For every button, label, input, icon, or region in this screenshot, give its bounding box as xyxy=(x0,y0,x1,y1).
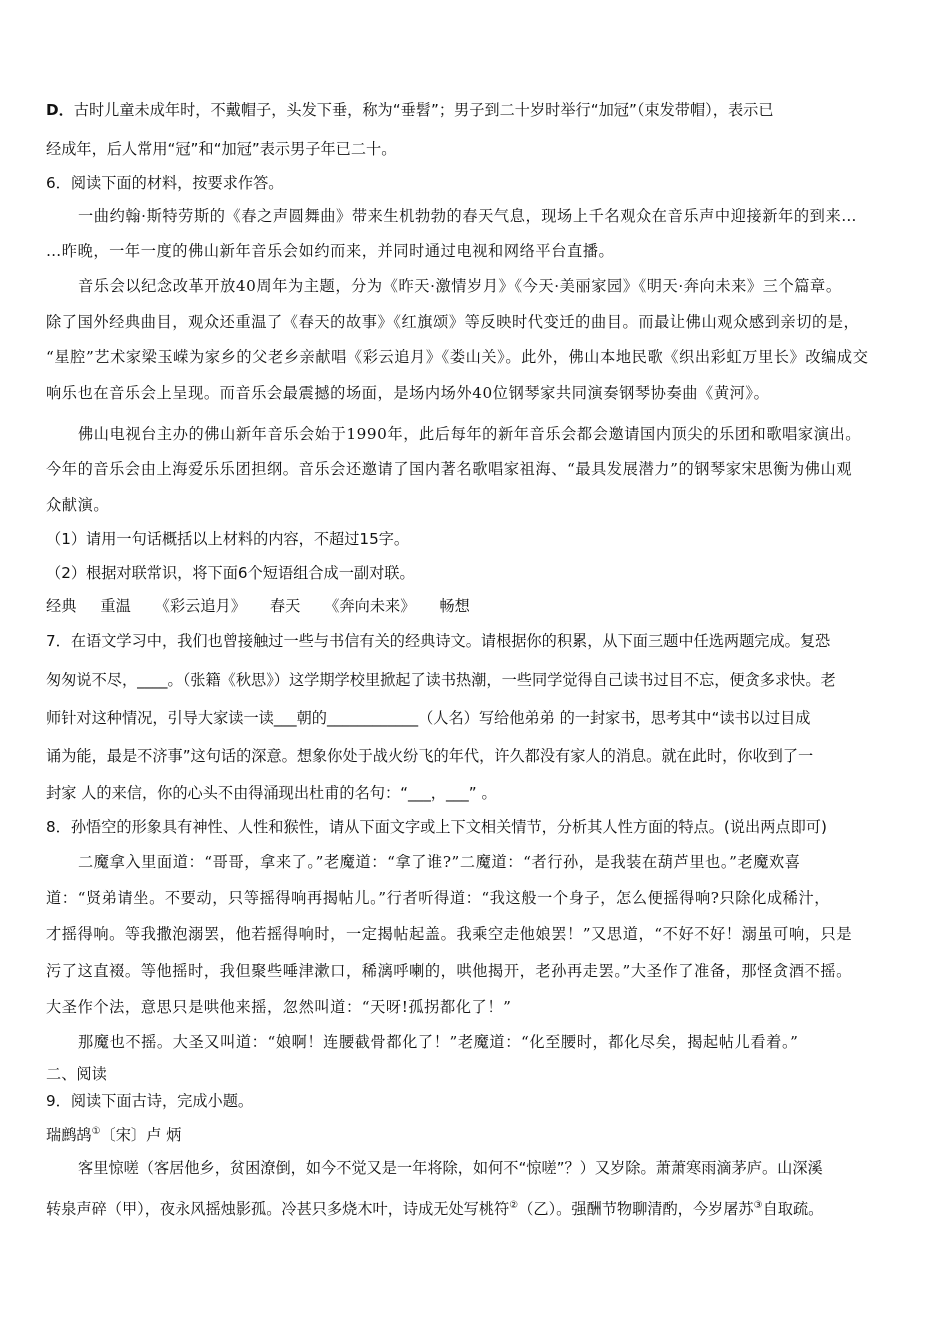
q6-sub-question-1: （1）请用一句话概括以上材料的内容，不超过15字。 xyxy=(46,530,410,548)
footnote-mark: ③ xyxy=(753,1200,763,1211)
option-d-line-1 xyxy=(46,99,908,121)
footnote-mark: ② xyxy=(509,1200,519,1211)
q8-question: 8．孙悟空的形象具有神性、人性和猴性，请从下面文字或上下文相关情节，分析其人性方面的特点。(说出两点即可) xyxy=(46,818,827,836)
phrase-item: 经典 xyxy=(46,597,77,615)
q8-passage-line-4: 污了这直裰。等他摇时，我但聚些唾津漱口，稀漓呼喇的，哄他揭开，老孙再走罢。”大圣作了准备，那怪贪酒不摇。 xyxy=(46,962,852,980)
poem-line-2-part-a: 转泉声碎（甲），夜永风摇烛影孤。冷甚只多烧木叶，诗成无处写桃符 xyxy=(46,1200,510,1219)
phrase-item: 《彩云追月》 xyxy=(154,597,246,615)
poem-author: 〔宋〕卢 炳 xyxy=(100,1126,182,1145)
option-d-text-1: 古时儿童未成年时，不戴帽子，头发下垂，称为“垂髫”；男子到二十岁时举行“加冠”（束发带帽），表示已 xyxy=(73,101,774,119)
q8-passage-line-2: 道：“贤弟请坐。不要动，只等摇得响再揭帖儿。”行者听得道：“我这般一个身子，怎么便摇得响?只除化成稀汁， xyxy=(46,889,831,907)
q8-passage-line-6: 那魔也不摇。大圣又叫道：“娘啊！连腰截骨都化了！”老魔道：“化至腰时，都化尽矣，揭起帖儿看着。” xyxy=(78,1033,799,1051)
q8-passage-line-3: 才摇得响。等我撒泡溺罢，他若摇得响时，一定揭帖起盖。我乘空走他娘罢！”又思道，“不好不好！溺虽可响，只是 xyxy=(46,925,853,943)
poem-line-1: 客里惊嗟（客居他乡，贫困潦倒，如今不觉又是一年将除，如何不“惊嗟”？）又岁除。萧萧寒雨滴茅庐。山深溪 xyxy=(78,1159,823,1177)
q6-p2-line-4: 响乐也在音乐会上呈现。而音乐会最震撼的场面，是场内场外40位钢琴家共同演奏钢琴协奏曲《黄河》。 xyxy=(46,384,770,402)
q6-p2-line-1: 音乐会以纪念改革开放40周年为主题，分为《昨天·激情岁月》《今天·美丽家园》《明天·奔向未来》三个篇章。 xyxy=(78,277,842,295)
option-d-line-2: 经成年，后人常用“冠”和“加冠”表示男子年已二十。 xyxy=(46,140,397,158)
q6-p1-line-2: …昨晚，一年一度的佛山新年音乐会如约而来，并同时通过电视和网络平台直播。 xyxy=(46,242,615,260)
poem-line-2 xyxy=(46,1195,908,1220)
phrase-item: 《奔向未来》 xyxy=(324,597,416,615)
q8-passage-line-5: 大圣作个法，意思只是哄他来摇，忽然叫道：“天呀!孤拐都化了！” xyxy=(46,998,512,1016)
q7-line-2: 匆匆说不尽，____。（张籍《秋思》）这学期学校里掀起了读书热潮，一些同学觉得自己读书过目不忘，便贪多求快。老 xyxy=(46,671,836,689)
footnote-mark: ① xyxy=(91,1126,101,1137)
q6-heading: 6．阅读下面的材料，按要求作答。 xyxy=(46,174,284,192)
option-d-label: D． xyxy=(46,101,74,119)
q6-p1-line-1: 一曲约翰·斯特劳斯的《春之声圆舞曲》带来生机勃勃的春天气息，现场上千名观众在音乐声中迎接新年的到来… xyxy=(78,207,858,225)
q7-line-5: 封家 人的来信，你的心头不由得涌现出杜甫的名句：“___，___” 。 xyxy=(46,784,497,802)
q8-passage-line-1: 二魔拿入里面道：“哥哥，拿来了。”老魔道：“拿了谁?”二魔道：“者行孙，是我装在葫芦里也。”老魔欢喜 xyxy=(78,853,801,871)
q7-line-3: 师针对这种情况，引导大家读一读___朝的____________（人名）写给他弟弟 的一封家书，思考其中“读书以过目成 xyxy=(46,709,811,727)
q6-sub-question-2: （2）根据对联常识，将下面6个短语组合成一副对联。 xyxy=(46,564,415,582)
q9-heading: 9．阅读下面古诗，完成小题。 xyxy=(46,1092,254,1110)
q6-p2-line-3: “星腔”艺术家梁玉嵘为家乡的父老乡亲献唱《彩云追月》《娄山关》。此外，佛山本地民歌《织出彩虹万里长》改编成交 xyxy=(46,348,869,366)
phrase-item: 重温 xyxy=(100,597,131,615)
q6-p2-line-2: 除了国外经典曲目，观众还重温了《春天的故事》《红旗颂》等反映时代变迁的曲目。而最让佛山观众感到亲切的是， xyxy=(46,313,860,331)
q6-p3-line-2: 今年的音乐会由上海爱乐乐团担纲。音乐会还邀请了国内著名歌唱家祖海、“最具发展潜力”的钢琴家宋思衡为佛山观 xyxy=(46,460,853,478)
q6-p3-line-1: 佛山电视台主办的佛山新年音乐会始于1990年，此后每年的新年音乐会都会邀请国内顶尖的乐团和歌唱家演出。 xyxy=(78,425,862,443)
section-heading: 二、阅读 xyxy=(46,1065,107,1083)
poem-title: 瑞鹧鸪 xyxy=(46,1126,92,1145)
poem-title-line xyxy=(46,1121,908,1146)
poem-line-2-part-b: （乙）。强酬节物聊清酌，今岁屠苏 xyxy=(518,1200,754,1219)
q6-phrase-list xyxy=(46,595,908,617)
q7-line-1: 7．在语文学习中，我们也曾接触过一些与书信有关的经典诗文。请根据你的积累，从下面三题中任选两题完成。复恐 xyxy=(46,632,831,650)
q7-line-4: 诵为能，最是不济事”这句话的深意。想象你处于战火纷飞的年代，许久都没有家人的消息。就在此时，你收到了一 xyxy=(46,747,814,765)
q6-p3-line-3: 众献演。 xyxy=(46,496,110,514)
poem-line-2-part-c: 自取疏。 xyxy=(762,1200,824,1219)
phrase-item: 春天 xyxy=(269,597,301,615)
phrase-item: 畅想 xyxy=(439,597,470,615)
